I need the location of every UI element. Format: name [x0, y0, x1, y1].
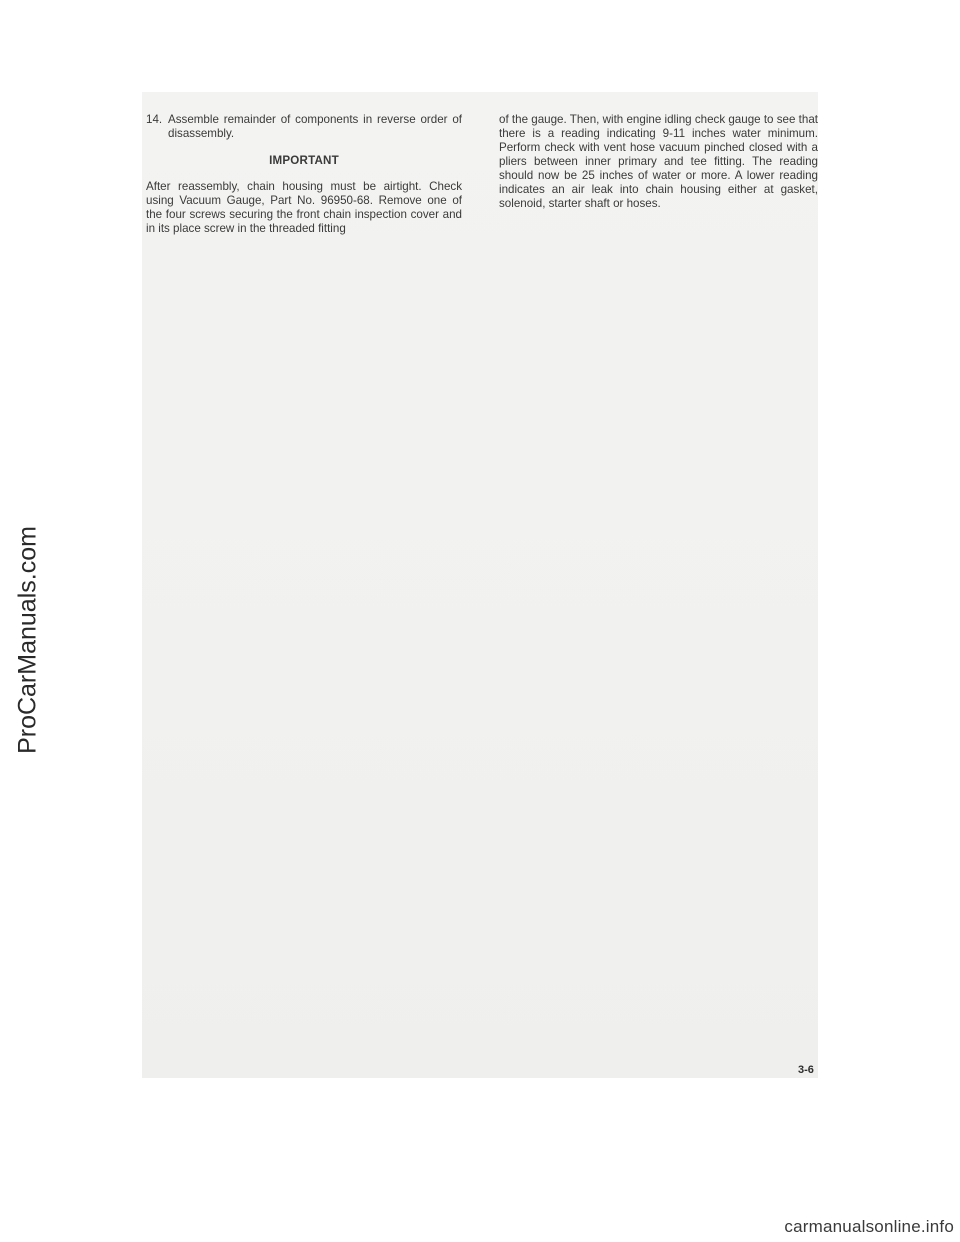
right-column [499, 113, 818, 211]
important-heading: IMPORTANT [269, 154, 339, 167]
scanned-page [142, 92, 818, 1078]
page-number: 3-6 [798, 1064, 814, 1076]
left-column [146, 113, 462, 236]
bottom-watermark: carmanualsonline.info [784, 1217, 954, 1236]
step-14 [146, 113, 462, 141]
side-watermark [8, 526, 48, 754]
continued-paragraph: of the gauge. Then, with engine idling check gauge to see that there is a reading indicating 9-11 inches water minimum. Perform check with vent hose vacuum pinched closed with a pliers between inner primary and tee fitting. The reading should now be 25 inches of water or more. A lower reading indicates an air leak into chain housing either at gasket, solenoid, starter shaft or hoses. [499, 113, 818, 210]
step-text: Assemble remainder of components in reverse order of disassembly. [168, 113, 462, 140]
important-paragraph: After reassembly, chain housing must be airtight. Check using Vacuum Gauge, Part No. 96950-68. Remove one of the four screws securing the front chain inspection cover and in its place screw in the threaded fitting [146, 180, 462, 235]
side-watermark-text: ProCarManuals.com [13, 526, 42, 754]
step-number: 14. [146, 113, 163, 126]
